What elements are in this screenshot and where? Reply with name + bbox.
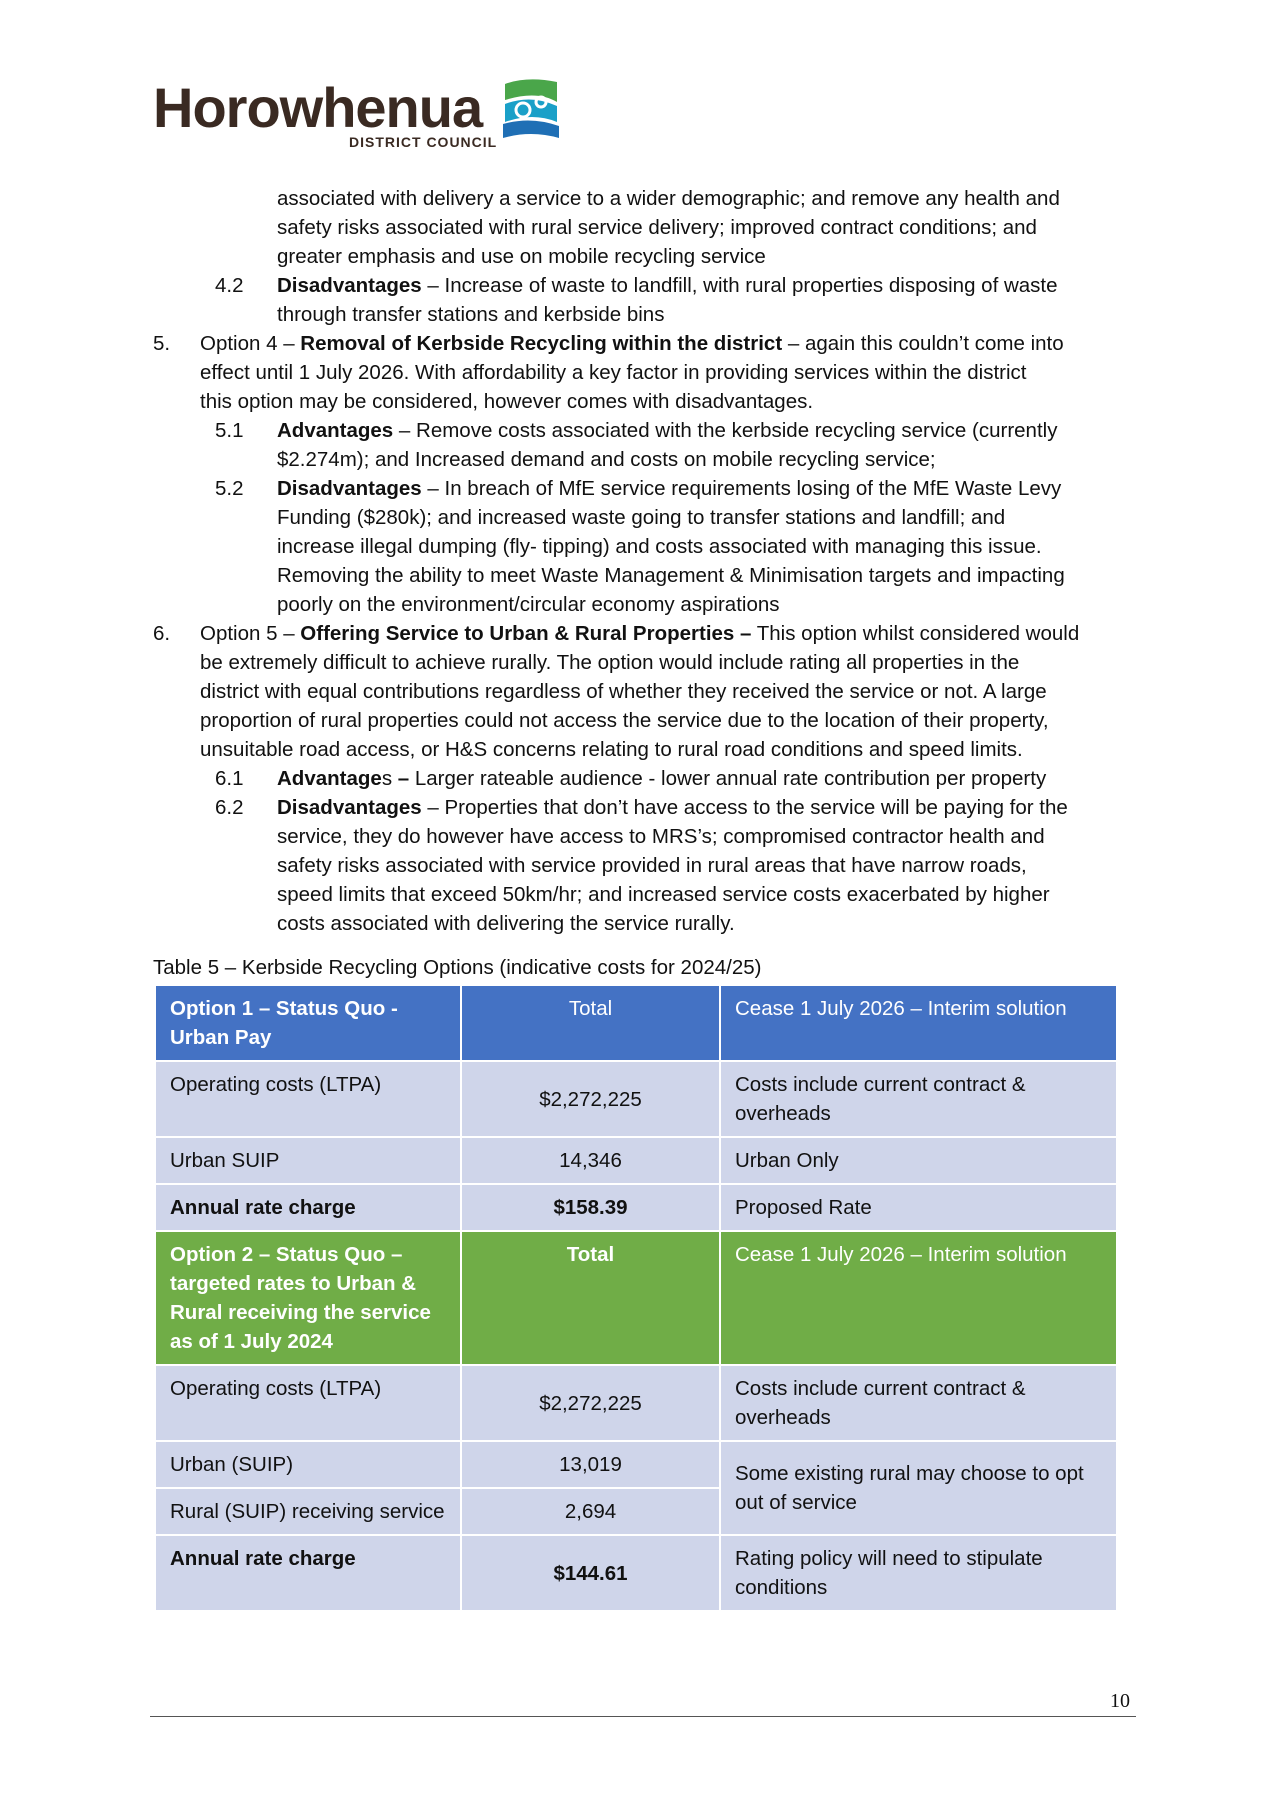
table-cell: Annual rate charge bbox=[156, 1536, 460, 1610]
table-header-option-1 bbox=[156, 986, 1116, 1060]
table-cell: Rating policy will need to stipulate conditions bbox=[721, 1536, 1116, 1610]
header-cell: Option 1 – Status Quo - Urban Pay bbox=[156, 986, 460, 1060]
table-cell: $2,272,225 bbox=[462, 1062, 719, 1136]
table-cell: 2,694 bbox=[462, 1489, 719, 1534]
table-cell: $2,272,225 bbox=[462, 1366, 719, 1440]
table-caption: Table 5 – Kerbside Recycling Options (indicative costs for 2024/25) bbox=[153, 956, 762, 979]
table-cell: $144.61 bbox=[462, 1536, 719, 1610]
header-cell: Cease 1 July 2026 – Interim solution bbox=[721, 986, 1116, 1060]
table-cell: $158.39 bbox=[462, 1185, 719, 1230]
kerbside-options-table bbox=[154, 984, 1118, 1612]
footer-divider bbox=[150, 1716, 1136, 1717]
header-cell: Cease 1 July 2026 – Interim solution bbox=[721, 1232, 1116, 1364]
table-row bbox=[156, 1185, 1116, 1230]
table-row bbox=[156, 1062, 1116, 1136]
header-cell: Total bbox=[462, 986, 719, 1060]
item-5: 5. Option 4 – Removal of Kerbside Recycling within the district – again this couldn’t come into effect until 1 July 2026. With affordability a key factor in providing services within the district this option may be considered, however comes with disadvantages. bbox=[153, 329, 1133, 416]
list-number: 6.1 bbox=[215, 767, 244, 790]
logo-subtitle: DISTRICT COUNCIL bbox=[349, 134, 498, 150]
table-cell: Urban SUIP bbox=[156, 1138, 460, 1183]
table-row bbox=[156, 1366, 1116, 1440]
table-row bbox=[156, 1138, 1116, 1183]
table-cell: Annual rate charge bbox=[156, 1185, 460, 1230]
list-number: 5. bbox=[153, 332, 171, 355]
table-cell: Costs include current contract & overheads bbox=[721, 1062, 1116, 1136]
item-6: 6. Option 5 – Offering Service to Urban & Rural Properties – This option whilst considered would be extremely difficult to achieve rurally. The option would include rating all properties in the district with equal contributions regardless of whether they received the service or not. A large proportion of rural properties could not access the service due to the location of their property, unsuitable road access, or H&S concerns relating to rural road conditions and speed limits. bbox=[153, 619, 1133, 764]
table-cell: 14,346 bbox=[462, 1138, 719, 1183]
item-6-2: 6.2 Disadvantages – Properties that don’t have access to the service will be paying for the service, they do however have access to MRS’s; compromised contractor health and safety risks associated with service provided in rural areas that have narrow roads, speed limits that exceed 50km/hr; and increased service costs exacerbated by higher costs associated with delivering the service rurally. bbox=[153, 793, 1133, 938]
logo-wave-icon bbox=[497, 76, 563, 142]
page-number: 10 bbox=[1110, 1690, 1130, 1712]
list-number: 5.2 bbox=[215, 477, 244, 500]
list-number: 5.1 bbox=[215, 419, 244, 442]
table-cell: Urban (SUIP) bbox=[156, 1442, 460, 1487]
list-number: 4.2 bbox=[215, 274, 244, 297]
item-6-1: 6.1 Advantages – Larger rateable audience - lower annual rate contribution per property bbox=[153, 764, 1133, 793]
logo-wordmark: Horowhenua bbox=[153, 76, 483, 139]
table-cell: Rural (SUIP) receiving service bbox=[156, 1489, 460, 1534]
table-cell: Operating costs (LTPA) bbox=[156, 1366, 460, 1440]
table-cell: Proposed Rate bbox=[721, 1185, 1116, 1230]
document-body bbox=[153, 184, 1133, 938]
table-cell: Urban Only bbox=[721, 1138, 1116, 1183]
table-header-option-2 bbox=[156, 1232, 1116, 1364]
item-4-continuation: associated with delivery a service to a wider demographic; and remove any health and safety risks associated with rural service delivery; improved contract conditions; and greater emphasis and use on mobile recycling service bbox=[277, 187, 1060, 268]
table-cell: Costs include current contract & overheads bbox=[721, 1366, 1116, 1440]
table-row bbox=[156, 1442, 1116, 1487]
table-cell: Operating costs (LTPA) bbox=[156, 1062, 460, 1136]
header-cell: Option 2 – Status Quo – targeted rates to Urban & Rural receiving the service as of 1 July 2024 bbox=[156, 1232, 460, 1364]
table-cell: Some existing rural may choose to opt out of service bbox=[721, 1442, 1116, 1534]
header-cell: Total bbox=[462, 1232, 719, 1364]
table-cell: 13,019 bbox=[462, 1442, 719, 1487]
item-5-2: 5.2 Disadvantages – In breach of MfE service requirements losing of the MfE Waste Levy Funding ($280k); and increased waste going to transfer stations and landfill; and increase illegal dumping (fly- tipping) and costs associated with managing this issue. Removing the ability to meet Waste Management & Minimisation targets and impacting poorly on the environment/circular economy aspirations bbox=[153, 474, 1133, 619]
council-logo bbox=[153, 76, 573, 158]
table-row bbox=[156, 1536, 1116, 1610]
list-number: 6.2 bbox=[215, 796, 244, 819]
list-number: 6. bbox=[153, 622, 171, 645]
item-5-1: 5.1 Advantages – Remove costs associated with the kerbside recycling service (currently $2.274m); and Increased demand and costs on mobile recycling service; bbox=[153, 416, 1133, 474]
item-4-2: 4.2 Disadvantages – Increase of waste to landfill, with rural properties disposing of waste through transfer stations and kerbside bins bbox=[153, 271, 1133, 329]
